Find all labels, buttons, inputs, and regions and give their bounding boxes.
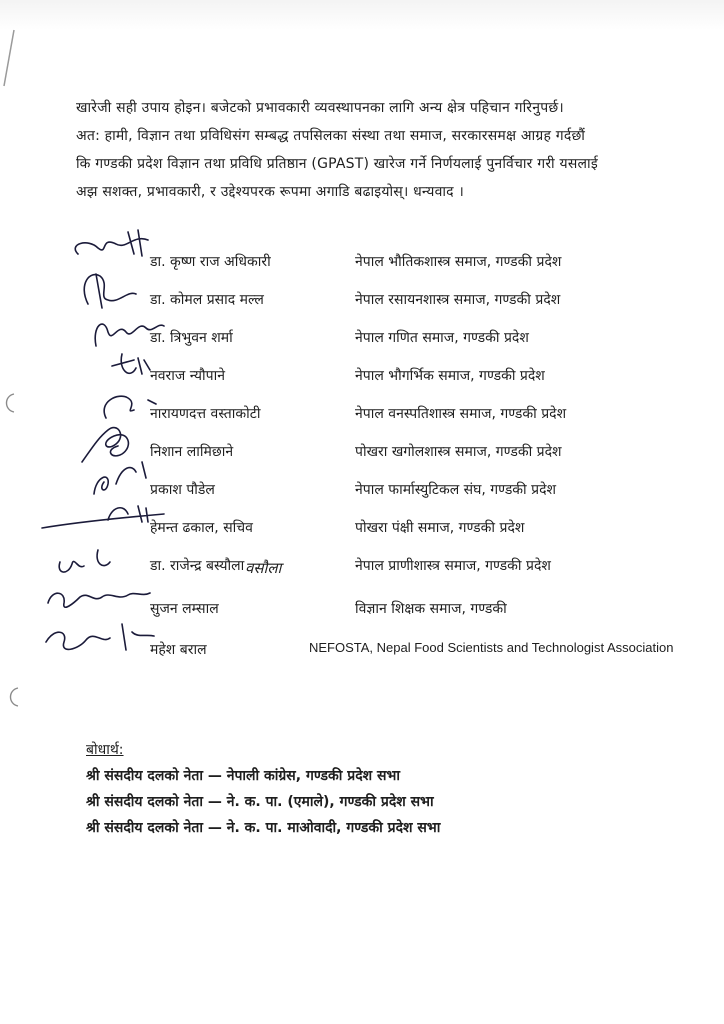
signatory-name: डा. त्रिभुवन शर्मा — [150, 330, 233, 346]
signatory-organization: नेपाल वनस्पतिशास्त्र समाज, गण्डकी प्रदेश — [355, 406, 567, 422]
letter-line: अझ सशक्त, प्रभावकारी, र उद्देश्यपरक रूपमा अगाडि बढाइयोस्। धन्यवाद । — [76, 184, 464, 200]
signatory-name: प्रकाश पौडेल — [150, 482, 215, 498]
cc-line: श्री संसदीय दलको नेता — नेपाली कांग्रेस, गण्डकी प्रदेश सभा — [86, 768, 400, 784]
cc-line: श्री संसदीय दलको नेता — ने. क. पा. माओवादी, गण्डकी प्रदेश सभा — [86, 820, 441, 836]
cc-line: श्री संसदीय दलको नेता — ने. क. पा. (एमाले), गण्डकी प्रदेश सभा — [86, 794, 434, 810]
signatory-row — [0, 636, 724, 664]
punch-hole-mark — [2, 390, 16, 416]
signatory-name: नवराज न्यौपाने — [150, 368, 225, 384]
letter-line: कि गण्डकी प्रदेश विज्ञान तथा प्रविधि प्रतिष्ठान (GPAST) खारेज गर्ने निर्णयलाई पुनर्विचार गरी यसलाई — [76, 156, 598, 172]
punch-hole-mark — [6, 684, 20, 710]
signatory-organization: पोखरा पंक्षी समाज, गण्डकी प्रदेश — [355, 520, 525, 536]
signatory-organization: नेपाल फार्मास्युटिकल संघ, गण्डकी प्रदेश — [355, 482, 557, 498]
signatory-organization: नेपाल भौगर्भिक समाज, गण्डकी प्रदेश — [355, 368, 545, 384]
scan-corner-mark — [0, 28, 24, 88]
signatory-name: डा. राजेन्द्र बस्यौला — [150, 558, 245, 574]
cc-section — [86, 740, 440, 841]
scan-shadow — [0, 0, 724, 30]
signatory-name: सुजन लम्साल — [150, 601, 219, 617]
signature-drawing — [38, 614, 168, 664]
signatory-organization: नेपाल प्राणीशास्त्र समाज, गण्डकी प्रदेश — [355, 558, 551, 574]
signatory-name: नारायणदत्त वस्ताकोटी — [150, 406, 261, 422]
letter-line: खारेजी सही उपाय होइन। बजेटको प्रभावकारी व्यवस्थापनका लागि अन्य क्षेत्र पहिचान गरिनुपर्छ। — [76, 100, 564, 116]
signatory-name: हेमन्त ढकाल, सचिव — [150, 520, 253, 536]
signatory-name: निशान लामिछाने — [150, 444, 234, 460]
signatory-organization: विज्ञान शिक्षक समाज, गण्डकी — [355, 601, 507, 617]
letter-body — [76, 94, 686, 206]
signatory-organization: नेपाल भौतिकशास्त्र समाज, गण्डकी प्रदेश — [355, 254, 562, 270]
signatory-organization: नेपाल गणित समाज, गण्डकी प्रदेश — [355, 330, 529, 346]
signatory-name: महेश बराल — [150, 642, 207, 658]
letter-line: अत: हामी, विज्ञान तथा प्रविधिसंग सम्बद्ध तपसिलका संस्था तथा समाज, सरकारसमक्ष आग्रह गर्दछौं — [76, 128, 586, 144]
signatory-organization: पोखरा खगोलशास्त्र समाज, गण्डकी प्रदेश — [355, 444, 562, 460]
signatory-organization: नेपाल रसायनशास्त्र समाज, गण्डकी प्रदेश — [355, 292, 561, 308]
signatory-organization: NEFOSTA, Nepal Food Scientists and Technologist Association — [309, 640, 674, 655]
signatory-name: डा. कोमल प्रसाद मल्ल — [150, 292, 264, 308]
cc-title: बोधार्थ: — [86, 742, 124, 758]
handwritten-name-correction: वसौला — [245, 559, 282, 577]
signatory-name: डा. कृष्ण राज अधिकारी — [150, 254, 271, 270]
